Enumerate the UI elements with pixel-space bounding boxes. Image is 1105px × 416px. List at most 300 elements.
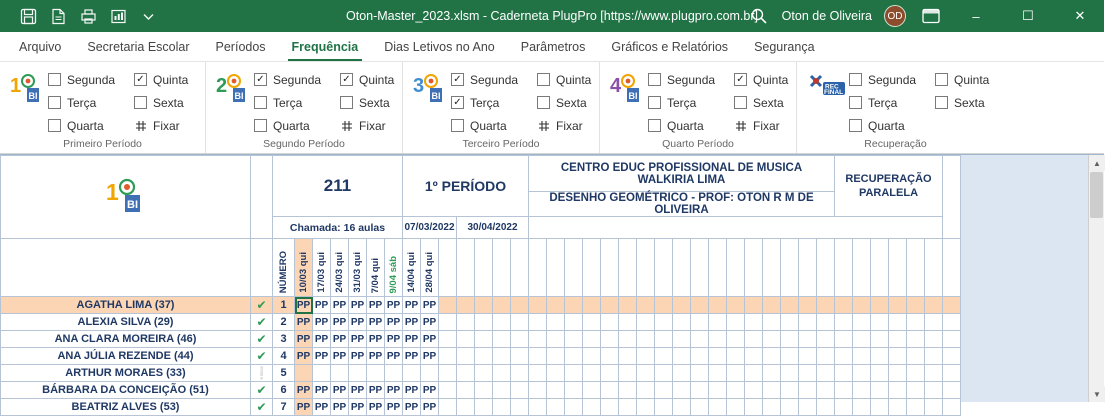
empty-col[interactable] [781,239,799,297]
empty-col[interactable] [907,239,925,297]
scroll-thumb[interactable] [1090,172,1103,218]
checkbox-box[interactable]: ✓ [734,73,747,86]
empty-cell[interactable] [691,382,709,399]
checkbox-box[interactable]: ✓ [340,73,353,86]
empty-cell[interactable] [691,365,709,382]
empty-cell[interactable] [457,348,475,365]
empty-cell[interactable] [475,297,493,314]
close-button[interactable]: ✕ [1074,8,1086,23]
empty-cell[interactable] [655,399,673,416]
empty-cell[interactable] [907,348,925,365]
empty-cell[interactable] [925,348,943,365]
empty-cell[interactable] [871,348,889,365]
attendance-cell[interactable]: PP [385,314,403,331]
empty-cell[interactable] [547,399,565,416]
empty-cell[interactable] [817,399,835,416]
empty-cell[interactable] [637,297,655,314]
empty-cell[interactable] [511,365,529,382]
empty-cell[interactable] [511,297,529,314]
empty-cell[interactable] [457,297,475,314]
empty-col[interactable] [763,239,781,297]
column-date-1[interactable] [295,239,313,297]
empty-cell[interactable] [637,331,655,348]
checkbox-box[interactable] [734,96,747,109]
empty-cell[interactable] [655,297,673,314]
checkbox-p3-terca[interactable] [451,96,537,110]
empty-cell[interactable] [547,382,565,399]
empty-cell[interactable] [637,348,655,365]
empty-cell[interactable] [781,365,799,382]
empty-cell[interactable] [799,331,817,348]
tab-dias-letivos-no-ano[interactable]: Dias Letivos no Ano [384,39,495,54]
empty-cell[interactable] [619,365,637,382]
attendance-cell[interactable] [295,365,313,382]
empty-cell[interactable] [583,365,601,382]
attendance-cell[interactable]: PP [331,399,349,416]
attendance-cell[interactable]: PP [367,348,385,365]
empty-cell[interactable] [511,348,529,365]
empty-cell[interactable] [907,314,925,331]
class-code-header[interactable]: 211 [273,156,403,217]
empty-cell[interactable] [619,314,637,331]
empty-cell[interactable] [457,382,475,399]
empty-cell[interactable] [745,331,763,348]
attendance-cell[interactable]: PP [403,314,421,331]
empty-cell[interactable] [673,399,691,416]
empty-col[interactable] [655,239,673,297]
empty-cell[interactable] [691,331,709,348]
empty-cell[interactable] [475,348,493,365]
checkbox-p1-quarta[interactable] [48,119,134,133]
empty-cell[interactable] [727,365,745,382]
empty-cell[interactable] [691,297,709,314]
attendance-cell[interactable]: PP [385,382,403,399]
empty-cell[interactable] [619,348,637,365]
empty-cell[interactable] [763,331,781,348]
status-badge[interactable] [251,297,273,314]
empty-cell[interactable] [511,382,529,399]
empty-cell[interactable] [835,331,853,348]
period-start-date[interactable]: 07/03/2022 [403,217,457,239]
empty-cell[interactable] [907,331,925,348]
empty-cell[interactable] [817,348,835,365]
empty-cell[interactable] [871,297,889,314]
attendance-cell[interactable]: PP [331,331,349,348]
student-name[interactable]: BEATRIZ ALVES (53) [1,399,251,416]
empty-cell[interactable] [493,331,511,348]
attendance-cell[interactable]: PP [313,348,331,365]
empty-cell[interactable] [601,331,619,348]
chamada-aulas[interactable]: Chamada: 16 aulas [273,217,403,239]
empty-cell[interactable] [475,365,493,382]
bimestre-1-icon[interactable] [8,68,48,108]
empty-cell[interactable] [439,314,457,331]
empty-cell[interactable] [763,348,781,365]
attendance-cell[interactable]: PP [367,331,385,348]
empty-cell[interactable] [601,365,619,382]
checkbox-box[interactable] [254,96,267,109]
attendance-cell[interactable]: PP [367,382,385,399]
empty-cell[interactable] [691,399,709,416]
empty-cell[interactable] [781,331,799,348]
empty-col[interactable] [601,239,619,297]
attendance-cell[interactable]: PP [313,382,331,399]
empty-cell[interactable] [745,382,763,399]
worksheet-grid[interactable] [0,155,1088,414]
empty-cell[interactable] [871,365,889,382]
empty-cell[interactable] [529,297,547,314]
student-name[interactable]: ANA JÚLIA REZENDE (44) [1,348,251,365]
empty-col[interactable] [529,239,547,297]
empty-cell[interactable] [547,365,565,382]
empty-col[interactable] [691,239,709,297]
attendance-cell[interactable]: PP [421,314,439,331]
student-number[interactable]: 1 [273,297,295,314]
empty-cell[interactable] [565,297,583,314]
attendance-cell[interactable]: PP [331,314,349,331]
attendance-cell[interactable]: PP [295,399,313,416]
empty-cell[interactable] [727,399,745,416]
empty-cell[interactable] [745,399,763,416]
empty-col[interactable] [547,239,565,297]
empty-col[interactable] [637,239,655,297]
checkbox-box[interactable]: ✓ [254,73,267,86]
empty-cell[interactable] [529,365,547,382]
empty-cell[interactable] [547,314,565,331]
empty-col[interactable] [853,239,871,297]
status-badge[interactable] [251,399,273,416]
attendance-cell[interactable]: PP [403,382,421,399]
checkbox-box[interactable] [648,119,661,132]
empty-cell[interactable] [745,314,763,331]
save-icon[interactable] [18,6,38,26]
bimestre-4-icon[interactable] [608,68,648,108]
empty-cell[interactable] [565,382,583,399]
empty-cell[interactable] [709,331,727,348]
attendance-cell[interactable]: PP [421,399,439,416]
empty-cell[interactable] [583,348,601,365]
empty-cell[interactable] [835,365,853,382]
checkbox-box[interactable] [451,119,464,132]
student-name[interactable]: ALEXIA SILVA (29) [1,314,251,331]
empty-cell[interactable] [493,314,511,331]
empty-cell[interactable] [781,297,799,314]
empty-cell[interactable] [529,331,547,348]
empty-cell[interactable] [475,382,493,399]
attendance-cell[interactable]: PP [421,331,439,348]
checkbox-rec-quinta[interactable] [935,73,1021,87]
empty-col[interactable] [709,239,727,297]
empty-cell[interactable] [925,399,943,416]
bimestre-2-icon[interactable] [214,68,254,108]
empty-col[interactable] [727,239,745,297]
attendance-cell[interactable]: PP [385,331,403,348]
scroll-up-button[interactable]: ▲ [1089,155,1105,171]
table-row[interactable] [1,314,979,331]
empty-cell[interactable] [853,399,871,416]
attendance-cell[interactable] [313,365,331,382]
empty-cell[interactable] [889,365,907,382]
student-number[interactable]: 4 [273,348,295,365]
empty-cell[interactable] [673,331,691,348]
empty-cell[interactable] [583,297,601,314]
worksheet-area[interactable] [0,154,1104,414]
tab-periodos[interactable]: Períodos [215,39,266,54]
empty-cell[interactable] [655,314,673,331]
attendance-cell[interactable]: PP [295,382,313,399]
empty-cell[interactable] [457,365,475,382]
empty-cell[interactable] [817,314,835,331]
checkbox-box[interactable] [849,119,862,132]
attendance-cell[interactable]: PP [403,297,421,314]
empty-cell[interactable] [475,399,493,416]
checkbox-box[interactable] [340,96,353,109]
checkbox-box[interactable]: ✓ [451,73,464,86]
checkbox-box[interactable] [935,73,948,86]
attendance-cell[interactable]: PP [385,348,403,365]
student-number[interactable]: 5 [273,365,295,382]
checkbox-box[interactable]: ✓ [134,73,147,86]
student-number[interactable]: 2 [273,314,295,331]
empty-cell[interactable] [871,399,889,416]
empty-cell[interactable] [799,314,817,331]
checkbox-box[interactable] [537,96,550,109]
quick-access-toolbar[interactable] [0,6,158,26]
empty-cell[interactable] [691,348,709,365]
empty-cell[interactable] [781,314,799,331]
empty-cell[interactable] [907,297,925,314]
attendance-cell[interactable]: PP [331,382,349,399]
attendance-cell[interactable]: PP [295,331,313,348]
empty-cell[interactable] [583,314,601,331]
empty-cell[interactable] [799,365,817,382]
empty-cell[interactable] [835,297,853,314]
empty-cell[interactable] [925,331,943,348]
attendance-cell[interactable]: PP [403,348,421,365]
student-name[interactable]: ANA CLARA MOREIRA (46) [1,331,251,348]
avatar[interactable]: OD [884,5,906,27]
checkbox-box[interactable]: ✓ [451,96,464,109]
empty-cell[interactable] [871,382,889,399]
empty-cell[interactable] [637,365,655,382]
empty-cell[interactable] [835,399,853,416]
empty-cell[interactable] [835,314,853,331]
empty-cell[interactable] [817,382,835,399]
checkbox-box[interactable] [48,96,61,109]
empty-cell[interactable] [601,382,619,399]
empty-cell[interactable] [709,399,727,416]
empty-cell[interactable] [871,314,889,331]
attendance-cell[interactable]: PP [313,399,331,416]
search-icon[interactable] [748,5,770,27]
bimestre-3-icon[interactable] [411,68,451,108]
empty-cell[interactable] [727,297,745,314]
customize-qat-icon[interactable] [138,6,158,26]
school-name-line1[interactable]: CENTRO EDUC PROFISSIONAL DE MUSICA WALKIRIA LIMA [529,156,835,192]
attendance-cell[interactable]: PP [349,314,367,331]
checkbox-p2-quarta[interactable] [254,119,340,133]
empty-cell[interactable] [583,382,601,399]
checkbox-rec-quarta[interactable] [849,119,935,133]
empty-cell[interactable] [655,331,673,348]
empty-cell[interactable] [799,348,817,365]
empty-cell[interactable] [601,399,619,416]
student-number[interactable]: 3 [273,331,295,348]
attendance-cell[interactable]: PP [367,399,385,416]
empty-cell[interactable] [529,382,547,399]
user-name[interactable]: Oton de Oliveira [781,9,872,23]
empty-cell[interactable] [583,399,601,416]
table-row[interactable] [1,382,979,399]
empty-cell[interactable] [565,331,583,348]
empty-cell[interactable] [709,382,727,399]
checkbox-p4-segunda[interactable] [648,73,734,87]
empty-cell[interactable] [457,314,475,331]
empty-cell[interactable] [691,314,709,331]
empty-cell[interactable] [493,365,511,382]
attendance-cell[interactable]: PP [421,297,439,314]
empty-cell[interactable] [925,382,943,399]
empty-cell[interactable] [529,348,547,365]
empty-cell[interactable] [925,297,943,314]
caderneta-table[interactable] [0,155,979,416]
table-row[interactable] [1,331,979,348]
vertical-scrollbar[interactable] [1088,155,1104,402]
checkbox-p3-segunda[interactable] [451,73,537,87]
empty-cell[interactable] [529,399,547,416]
attendance-cell[interactable]: PP [313,297,331,314]
empty-cell[interactable] [619,399,637,416]
empty-cell[interactable] [439,297,457,314]
student-number[interactable]: 7 [273,399,295,416]
empty-col[interactable] [583,239,601,297]
empty-cell[interactable] [673,297,691,314]
print-preview-icon[interactable] [78,6,98,26]
empty-col[interactable] [889,239,907,297]
checkbox-box[interactable] [254,119,267,132]
empty-col[interactable] [745,239,763,297]
attendance-cell[interactable]: PP [403,399,421,416]
empty-cell[interactable] [439,382,457,399]
attendance-cell[interactable]: PP [295,314,313,331]
empty-cell[interactable] [493,382,511,399]
checkbox-p4-terca[interactable] [648,96,734,110]
attendance-cell[interactable]: PP [349,348,367,365]
student-name[interactable]: AGATHA LIMA (37) [1,297,251,314]
attendance-cell[interactable]: PP [403,331,421,348]
empty-cell[interactable] [637,399,655,416]
attendance-cell[interactable]: PP [313,331,331,348]
empty-cell[interactable] [547,348,565,365]
empty-cell[interactable] [835,348,853,365]
empty-cell[interactable] [763,399,781,416]
empty-cell[interactable] [907,399,925,416]
empty-cell[interactable] [763,314,781,331]
empty-cell[interactable] [745,365,763,382]
attendance-cell[interactable] [367,365,385,382]
empty-cell[interactable] [853,382,871,399]
maximize-button[interactable]: ☐ [1022,8,1034,23]
empty-cell[interactable] [457,399,475,416]
column-date-8[interactable] [421,239,439,297]
attendance-cell[interactable]: PP [349,297,367,314]
empty-cell[interactable] [565,348,583,365]
empty-cell[interactable] [547,297,565,314]
empty-cell[interactable] [817,331,835,348]
status-badge[interactable] [251,348,273,365]
column-date-3[interactable] [331,239,349,297]
checkbox-p2-segunda[interactable] [254,73,340,87]
checkbox-box[interactable] [849,73,862,86]
table-row[interactable] [1,348,979,365]
empty-cell[interactable] [853,348,871,365]
empty-cell[interactable] [511,314,529,331]
empty-cell[interactable] [637,382,655,399]
checkbox-p4-quarta[interactable] [648,119,734,133]
empty-cell[interactable] [817,365,835,382]
empty-cell[interactable] [619,297,637,314]
empty-cell[interactable] [727,331,745,348]
checkbox-box[interactable] [648,96,661,109]
status-badge[interactable] [251,314,273,331]
empty-cell[interactable] [835,382,853,399]
empty-cell[interactable] [547,331,565,348]
empty-col[interactable] [817,239,835,297]
empty-cell[interactable] [601,314,619,331]
empty-cell[interactable] [853,331,871,348]
empty-cell[interactable] [853,314,871,331]
school-name-line2[interactable]: DESENHO GEOMÉTRICO - PROF: OTON R M DE OLIVEIRA [529,192,835,217]
empty-col[interactable] [835,239,853,297]
attendance-cell[interactable] [385,365,403,382]
empty-col[interactable] [457,239,475,297]
empty-cell[interactable] [745,348,763,365]
empty-cell[interactable] [673,382,691,399]
attendance-cell[interactable]: PP [385,399,403,416]
empty-col[interactable] [871,239,889,297]
empty-cell[interactable] [673,348,691,365]
attendance-cell[interactable]: PP [385,297,403,314]
new-file-icon[interactable] [48,6,68,26]
empty-cell[interactable] [817,297,835,314]
attendance-cell[interactable]: PP [313,314,331,331]
attendance-cell[interactable]: PP [367,297,385,314]
attendance-cell[interactable]: PP [295,348,313,365]
period-end-date[interactable]: 30/04/2022 [457,217,529,239]
empty-cell[interactable] [709,365,727,382]
attendance-cell[interactable]: PP [367,314,385,331]
empty-col[interactable] [511,239,529,297]
attendance-cell[interactable]: PP [331,297,349,314]
empty-cell[interactable] [475,314,493,331]
column-numero[interactable] [273,239,295,297]
attendance-cell[interactable]: PP [421,348,439,365]
tab-graficos-e-relatorios[interactable]: Gráficos e Relatórios [611,39,729,54]
tab-arquivo[interactable]: Arquivo [19,39,62,54]
attendance-cell[interactable]: PP [349,331,367,348]
empty-cell[interactable] [601,297,619,314]
empty-cell[interactable] [727,348,745,365]
column-date-4[interactable] [349,239,367,297]
recuperacao-paralela-header[interactable] [835,156,943,217]
empty-cell[interactable] [439,399,457,416]
empty-cell[interactable] [781,348,799,365]
empty-col[interactable] [439,239,457,297]
attendance-cell[interactable]: PP [421,382,439,399]
ribbon-display-options-icon[interactable] [918,5,944,27]
empty-cell[interactable] [601,348,619,365]
attendance-cell[interactable]: PP [295,297,313,314]
